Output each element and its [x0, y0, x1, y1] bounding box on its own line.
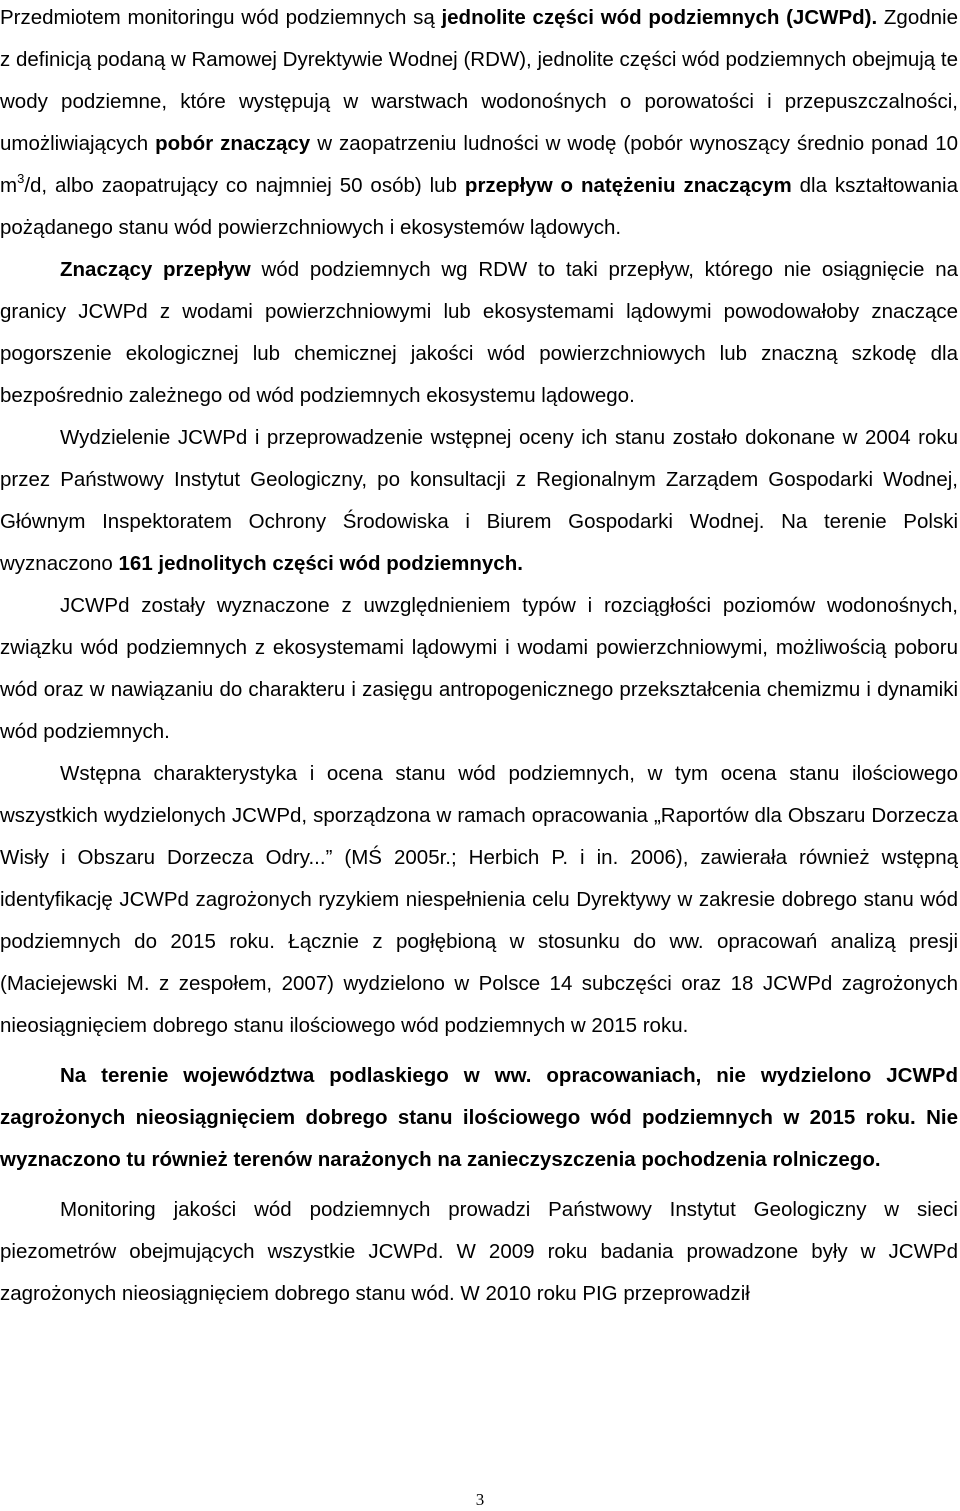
- paragraph-jcwpd-criteria: [0, 585, 958, 753]
- bold-run: pobór znaczący: [155, 132, 311, 155]
- paragraph-jcwpd-designation: [0, 417, 958, 585]
- text-run: Wydzielenie JCWPd i przeprowadzenie wstępnej oceny ich stanu zostało dokonane w 2004 roku przez Państwowy Instytut Geologiczny, po konsultacji z Regionalnym Zarządem Gospodarki Wodnej, Głównym Inspektoratem Ochrony Środowiska i Biurem Gospodarki Wodnej. Na terenie Polski wyznaczono: [0, 426, 958, 575]
- text-run: Wstępna charakterystyka i ocena stanu wód podziemnych, w tym ocena stanu ilościowego wszystkich wydzielonych JCWPd, sporządzona w ramach opracowania „Raportów dla Obszaru Dorzecza Wisły i Obszaru Dorzecza Odry...” (MŚ 2005r.; Herbich P. i in. 2006), zawierała również wstępną identyfikację JCWPd zagrożonych ryzykiem niespełnienia celu Dyrektywy w zakresie dobrego stanu wód podziemnych do 2015 roku. Łącznie z pogłębioną w stosunku do ww. opracowań analizą presji (Maciejewski M. z zespołem, 2007) wydzielono w Polsce 14 subczęści oraz 18 JCWPd zagrożonych nieosiągnięciem dobrego stanu ilościowego wód podziemnych w 2015 roku.: [0, 762, 958, 1037]
- text-run: Zgodnie z definicją podaną w Ramowej Dyrektywie Wodnej (RDW), jednolite części wód podziemnych obejmują te wody podziemne, które występują w warstwach wodonośnych o porowatości i przepuszczalności, umożliwiających: [0, 6, 958, 155]
- text-run: Przedmiotem monitoringu wód podziemnych są: [0, 6, 442, 29]
- paragraph-podlaskie-summary: [0, 1055, 958, 1181]
- bold-run: Znaczący przepływ: [60, 258, 251, 281]
- paragraph-jcwpd-definition: [0, 0, 958, 249]
- bold-run: jednolite części wód podziemnych (JCWPd).: [441, 6, 878, 29]
- paragraph-monitoring: [0, 1189, 958, 1315]
- text-run: w zaopatrzeniu ludności w wodę (pobór wynoszący średnio ponad 10 m: [0, 132, 958, 197]
- bold-run: Na terenie województwa podlaskiego w ww. opracowaniach, nie wydzielono JCWPd zagrożonych nieosiągnięciem dobrego stanu ilościowego wód podziemnych w 2015 roku. Nie wyznaczono tu również terenów narażonych na zanieczyszczenia pochodzenia rolniczego.: [0, 1064, 958, 1171]
- page-number: 3: [475, 1490, 485, 1509]
- text-run: JCWPd zostały wyznaczone z uwzględnieniem typów i rozciągłości poziomów wodonośnych, związku wód podziemnych z ekosystemami lądowymi i wodami powierzchniowymi, możliwością poboru wód oraz w nawiązaniu do charakteru i zasięgu antropogenicznego przekształcenia chemizmu i dynamiki wód podziemnych.: [0, 594, 958, 743]
- bold-run: przepływ o natężeniu znaczącym: [464, 174, 792, 197]
- paragraph-significant-flow: [0, 249, 958, 417]
- bold-run: 161 jednolitych części wód podziemnych.: [118, 552, 523, 575]
- text-run: dla kształtowania pożądanego stanu wód powierzchniowych i ekosystemów lądowych.: [0, 174, 958, 239]
- paragraph-preliminary-assessment: [0, 753, 958, 1047]
- text-run: wód podziemnych wg RDW to taki przepływ, którego nie osiągnięcie na granicy JCWPd z wodami powierzchniowymi lub ekosystemami lądowymi powodowałoby znaczące pogorszenie ekologicznej lub chemicznej jakości wód powierzchniowych lub znaczną szkodę dla bezpośrednio zależnego od wód podziemnych ekosystemu lądowego.: [0, 258, 958, 407]
- text-run: /d, albo zaopatrujący co najmniej 50 osób) lub: [24, 174, 465, 197]
- superscript: 3: [17, 171, 25, 186]
- text-run: Monitoring jakości wód podziemnych prowadzi Państwowy Instytut Geologiczny w sieci piezometrów obejmujących wszystkie JCWPd. W 2009 roku badania prowadzone były w JCWPd zagrożonych nieosiągnięciem dobrego stanu wód. W 2010 roku PIG przeprowadził: [0, 1198, 958, 1305]
